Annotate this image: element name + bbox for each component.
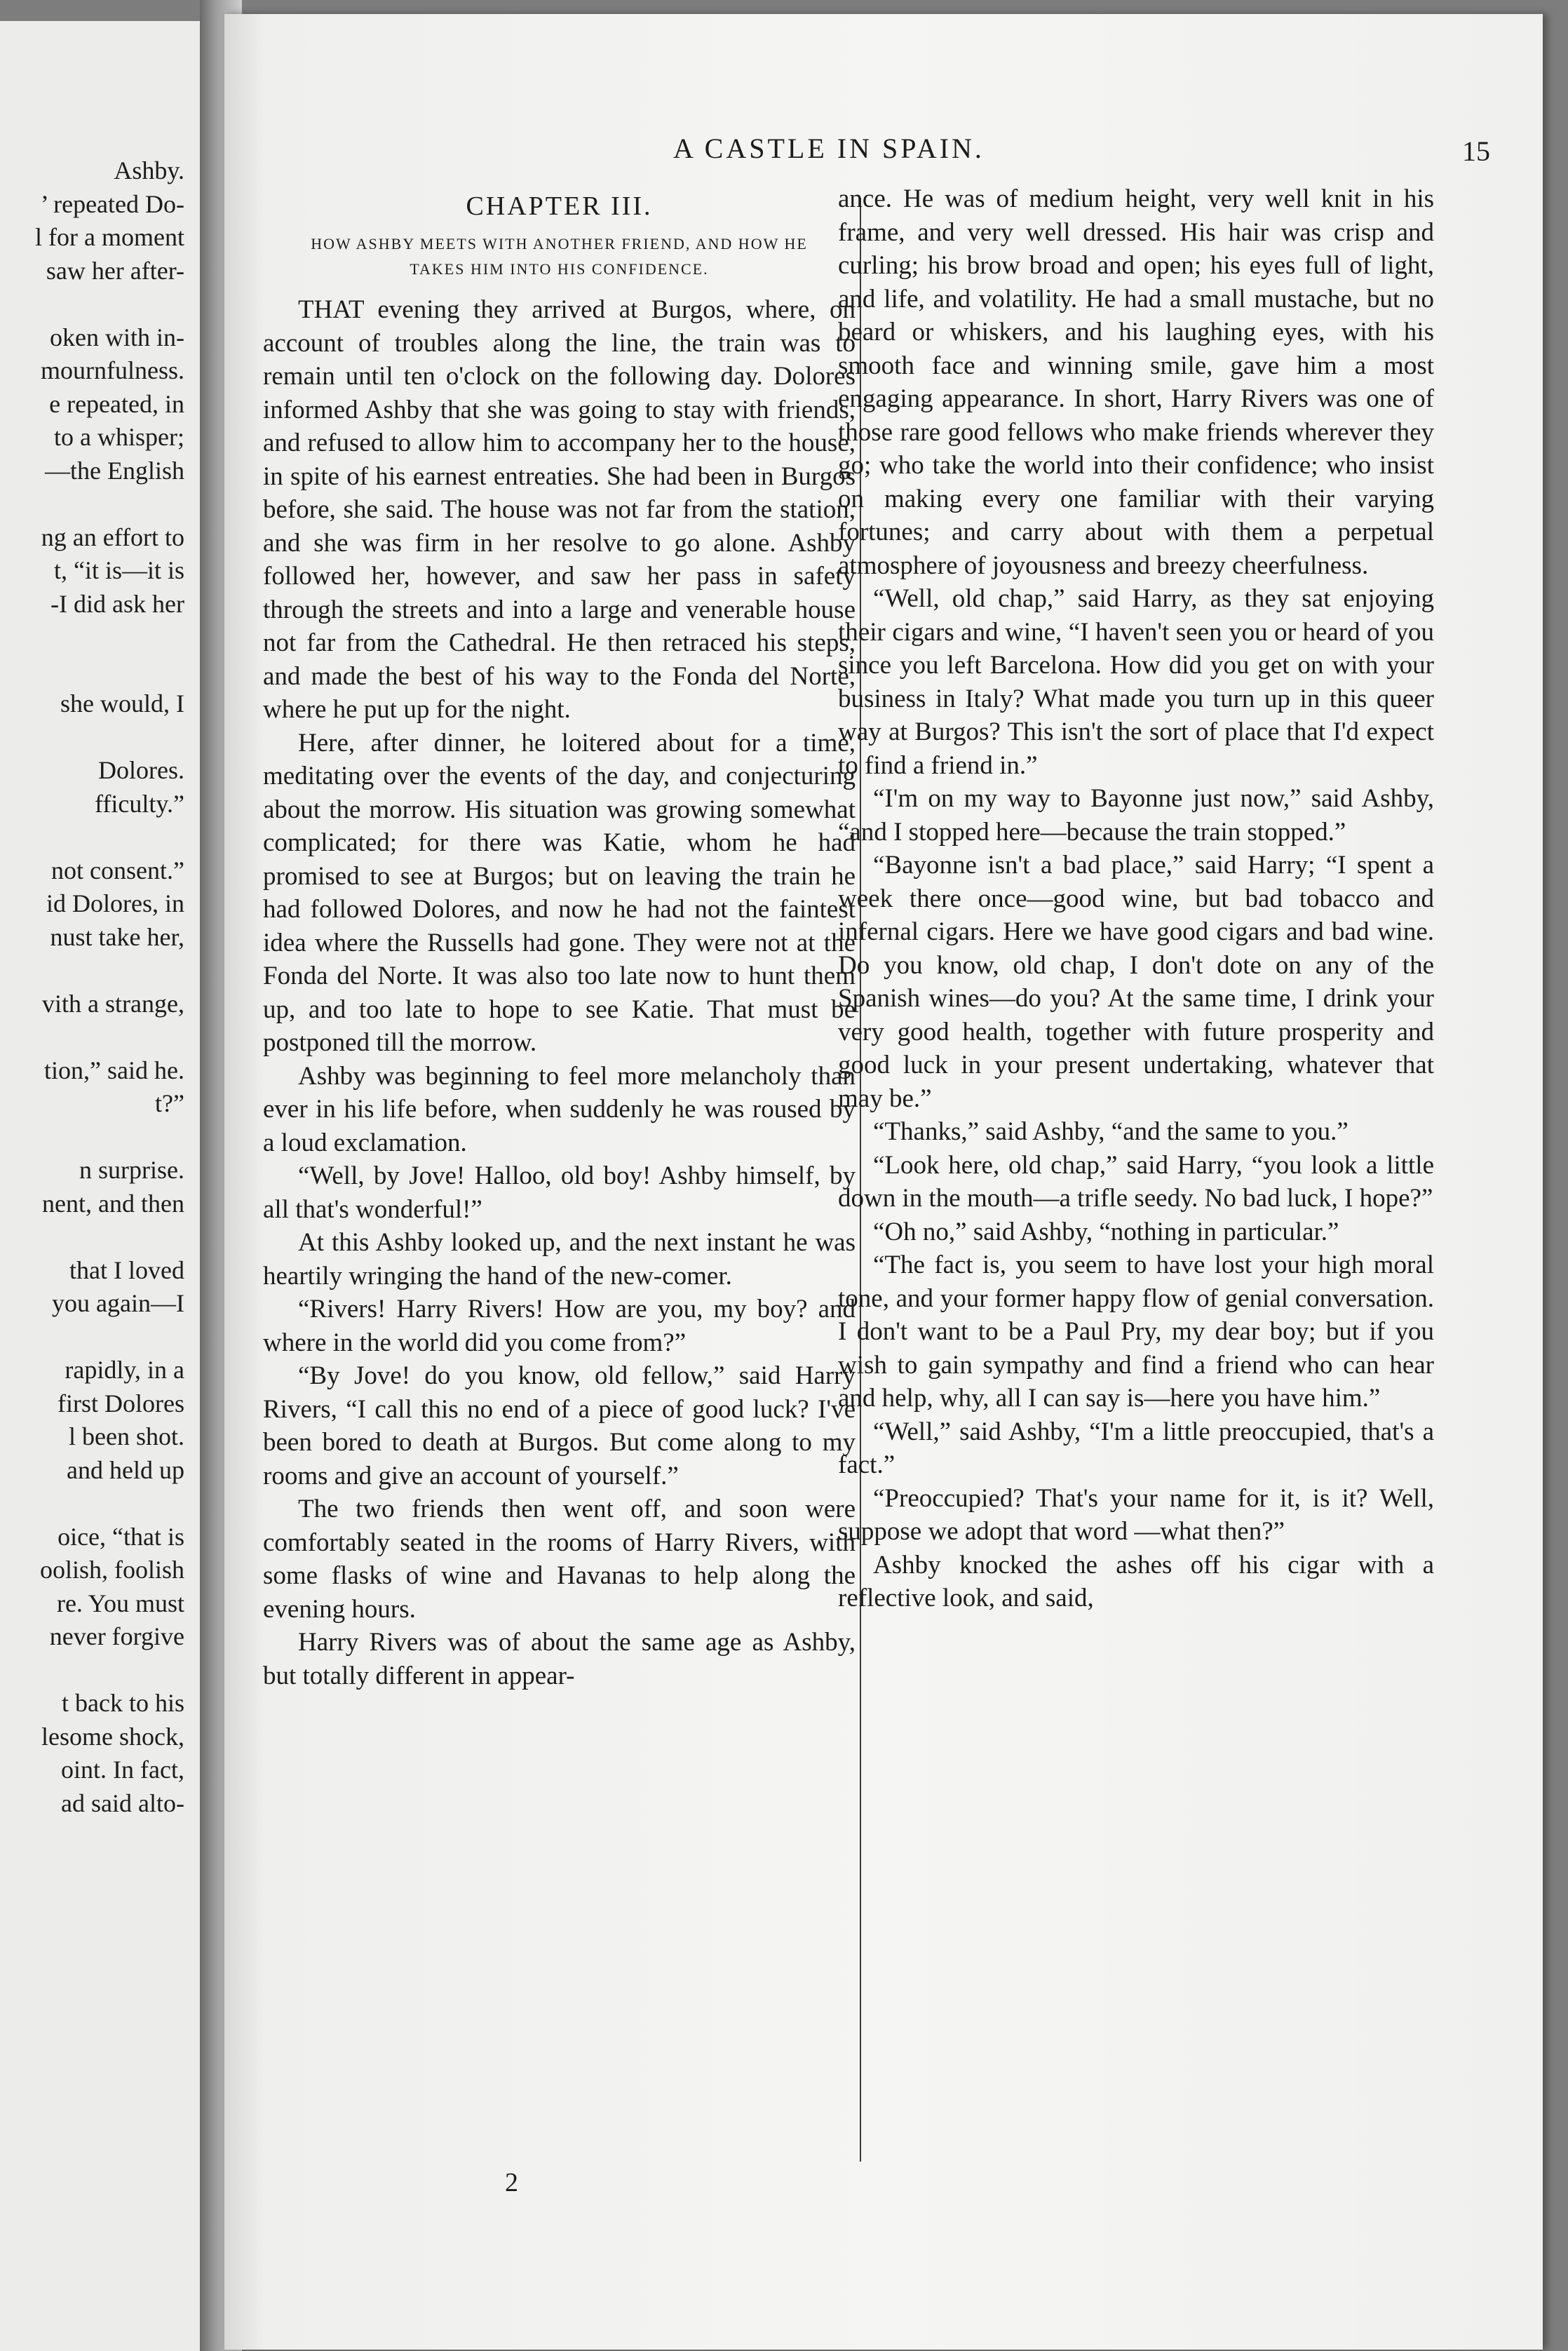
facing-page-line: l been shot. [69,1422,184,1450]
running-title: A CASTLE IN SPAIN. [673,133,985,164]
column-left-paragraphs [263,293,856,1692]
facing-page-line: never forgive [49,1622,184,1650]
facing-page-line: Ashby. [114,156,184,184]
facing-page-line: she would, I [60,689,184,718]
facing-page-line: -I did ask her [50,589,184,618]
facing-page-line: l for a moment [35,223,184,251]
text-column-right [838,182,1434,2188]
facing-page-line: ng an effort to [41,523,184,551]
paragraph: “The fact is, you seem to have lost your high moral tone, and your former happy flow of genial conversation. I don't want to be a Paul Pry, my dear boy; but if you wish to gain sympathy and find a friend who can hear and help, why, all I can say is—here you have him.” [838,1251,1434,1413]
facing-page-line: e repeated, in [49,389,184,418]
facing-page-line: re. You must [56,1589,184,1617]
facing-page-line: rapidly, in a [65,1356,184,1384]
chapter-title: CHAPTER III. [466,191,653,221]
paragraph: “Well, by Jove! Halloo, old boy! Ashby himself, by all that's wonderful!” [263,1161,856,1224]
paragraph: The two friends then went off, and soon were comfortably seated in the rooms of Harry Rivers, with some flasks of wine and Havanas to help along the evening hours. [263,1495,856,1624]
paragraph: “I'm on my way to Bayonne just now,” said Ashby, “and I stopped here—because the train stopped.” [838,784,1434,847]
paragraph: “Look here, old chap,” said Harry, “you look a little down in the mouth—a trifle seedy. No bad luck, I hope?” [838,1150,1434,1213]
facing-page-line: id Dolores, in [46,889,184,917]
facing-page-line: vith a strange, [42,989,184,1018]
paragraph: “Preoccupied? That's your name for it, is it? Well, suppose we adopt that word —what then?” [838,1483,1434,1546]
facing-page-line: nent, and then [42,1189,184,1218]
facing-page-line: first Dolores [58,1389,184,1417]
paragraph: At this Ashby looked up, and the next instant he was heartily wringing the hand of the new-comer. [263,1228,856,1291]
facing-page-line: lesome shock, [41,1722,184,1751]
facing-page-line: —the English [45,456,184,485]
paragraph: “Bayonne isn't a bad place,” said Harry; “I spent a week there once—good wine, but bad tobacco and infernal cigars. Here we have good cigars and bad wine. Do you know, old chap, I don't dote on any of the Spanish wines—do you? At the same time, I drink your very good health, together with future prosperity and good luck in your present undertaking, whatever that may be.” [838,851,1434,1113]
paragraph: Here, after dinner, he loitered about for a time, meditating over the events of the day, and conjecturing about the morrow. His situation was growing somewhat complicated; for there was Katie, whom he had promised to see at Burgos; but on leaving the train he had followed Dolores, and now he had not the faintest idea where the Russells had gone. They were not at the Fonda del Norte. It was also too late now to hunt them up, and too late to hope to see Katie. That must be postponed till the morrow. [263,728,856,1057]
book-page [224,14,1543,2350]
paragraph: “Oh no,” said Ashby, “nothing in particular.” [873,1217,1339,1246]
paragraph: “Well, old chap,” said Harry, as they sat enjoying their cigars and wine, “I haven't seen you or heard of you since you left Barcelona. How did you get on with your business in Italy? What made you turn up in this queer way at Burgos? This isn't the sort of place that I'd expect to find a friend in.” [838,584,1434,780]
facing-page-line: oice, “that is [58,1522,184,1551]
facing-page-line: to a whisper; [54,423,184,451]
facing-page-line: oken with in- [50,323,184,351]
facing-page-line: nust take her, [50,922,184,951]
paragraph: Harry Rivers was of about the same age as Ashby, but totally different in appear- [263,1628,856,1690]
paragraph: Ashby knocked the ashes off his cigar with a reflective look, and said, [838,1550,1434,1612]
paragraph: THAT evening they arrived at Burgos, where, on account of troubles along the line, the train was to remain until ten o'clock on the following day. Dolores informed Ashby that she was going to stay with friends, and refused to allow him to accompany her to the house, in spite of his earnest entreaties. She had been in Burgos before, she said. The house was not far from the station, and she was firm in her resolve to go alone. Ashby followed her, however, and saw her pass in safety through the streets and into a large and venerable house not far from the Cathedral. He then retraced his steps, and made the best of his way to the Fonda del Norte, where he put up for the night. [263,295,856,724]
paragraph: Ashby was beginning to feel more melancholy than ever in his life before, when suddenly he was roused by a loud exclamation. [263,1061,856,1157]
paragraph: ance. He was of medium height, very well knit in his frame, and very well dressed. His hair was crisp and curling; his brow broad and open; his eyes full of light, and life, and volatility. He had a small mustache, but no beard or whiskers, and his laughing eyes, with his smooth face and winning smile, gave him a most engaging appearance. In short, Harry Rivers was one of those rare good fellows who make friends wherever they go; who take the world into their confidence; who insist on making every one familiar with their varying fortunes; and carry about with them a perpetual atmosphere of joyousness and breezy cheerfulness. [838,184,1434,580]
signature-mark: 2 [505,2168,518,2197]
paragraph: “Rivers! Harry Rivers! How are you, my boy? and where in the world did you come from?” [263,1295,856,1357]
facing-page-line: tion,” said he. [44,1056,184,1084]
facing-page-line: Dolores. [98,756,184,784]
facing-page-line: mournfulness. [41,356,184,384]
facing-page-line: t back to his [62,1689,184,1717]
facing-page-line: saw her after- [46,256,184,285]
paragraph: “By Jove! do you know, old fellow,” said Harry Rivers, “I call this no end of a piece of good luck? I've been bored to death at Burgos. But come along to my rooms and give an account of yourself.” [263,1361,856,1490]
page-number: 15 [1462,135,1490,167]
facing-page-line: n surprise. [79,1156,184,1184]
facing-page-line: fficulty.” [95,789,184,818]
facing-page-line: you again—I [52,1289,184,1317]
facing-page-line: ’ repeated Do- [40,189,184,218]
paragraph: “Well,” said Ashby, “I'm a little preoccupied, that's a fact.” [838,1417,1434,1479]
facing-page-fragment [0,21,200,2351]
facing-page-line: ad said alto- [61,1788,184,1817]
facing-page-line: oolish, foolish [39,1556,184,1584]
facing-page-line: that I loved [69,1255,184,1284]
facing-page-line: t?” [155,1089,184,1117]
paragraph: “Thanks,” said Ashby, “and the same to you.” [873,1117,1349,1146]
facing-page-line: oint. In fact, [61,1756,184,1784]
chapter-subtitle: HOW ASHBY MEETS WITH ANOTHER FRIEND, AND HOW HE TAKES HIM INTO HIS CONFIDENCE. [311,235,808,278]
text-column-left [263,182,856,2188]
facing-page-line: t, “it is—it is [53,556,184,584]
facing-page-line: and held up [67,1455,184,1484]
column-right-paragraphs [838,182,1434,1615]
facing-page-line: not consent.” [51,856,184,884]
